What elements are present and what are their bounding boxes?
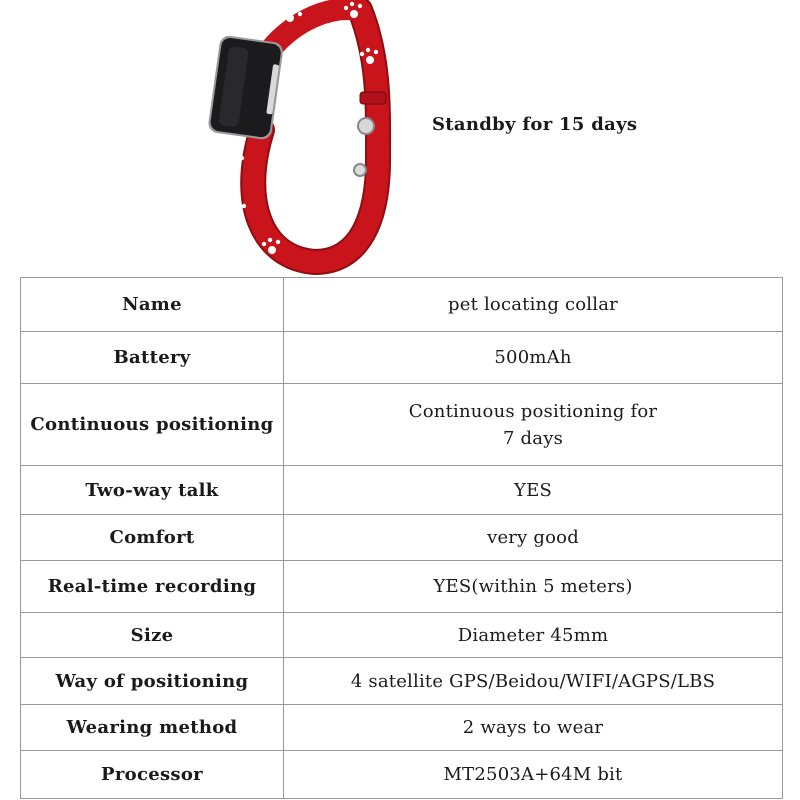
spec-label: Continuous positioning — [21, 384, 284, 466]
spec-value: very good — [284, 515, 783, 561]
spec-label: Two-way talk — [21, 466, 284, 515]
spec-value: 2 ways to wear — [284, 705, 783, 751]
table-row — [21, 658, 783, 705]
spec-label: Wearing method — [21, 705, 284, 751]
table-row — [21, 384, 783, 466]
spec-table — [20, 277, 783, 799]
spec-label: Processor — [21, 751, 284, 799]
spec-value-line: Continuous positioning for — [408, 400, 658, 422]
table-row — [21, 613, 783, 658]
spec-value-line: 7 days — [502, 427, 564, 449]
spec-label: Battery — [21, 332, 284, 384]
spec-label: Way of positioning — [21, 658, 284, 705]
table-row — [21, 278, 783, 332]
product-image — [200, 0, 410, 275]
spec-value: 4 satellite GPS/Beidou/WIFI/AGPS/LBS — [284, 658, 783, 705]
table-row — [21, 466, 783, 515]
spec-value: Diameter 45mm — [284, 613, 783, 658]
spec-value: YES(within 5 meters) — [284, 561, 783, 613]
table-row — [21, 332, 783, 384]
spec-value — [284, 384, 783, 466]
spec-label: Comfort — [21, 515, 284, 561]
table-row — [21, 705, 783, 751]
spec-label: Size — [21, 613, 284, 658]
spec-label: Real-time recording — [21, 561, 284, 613]
standby-tagline: Standby for 15 days — [432, 114, 638, 135]
spec-value: MT2503A+64M bit — [284, 751, 783, 799]
spec-label: Name — [21, 278, 284, 332]
product-hero — [0, 0, 800, 278]
table-row — [21, 561, 783, 613]
spec-value: 500mAh — [284, 332, 783, 384]
spec-value: YES — [284, 466, 783, 515]
spec-value: pet locating collar — [284, 278, 783, 332]
table-row — [21, 751, 783, 799]
table-row — [21, 515, 783, 561]
